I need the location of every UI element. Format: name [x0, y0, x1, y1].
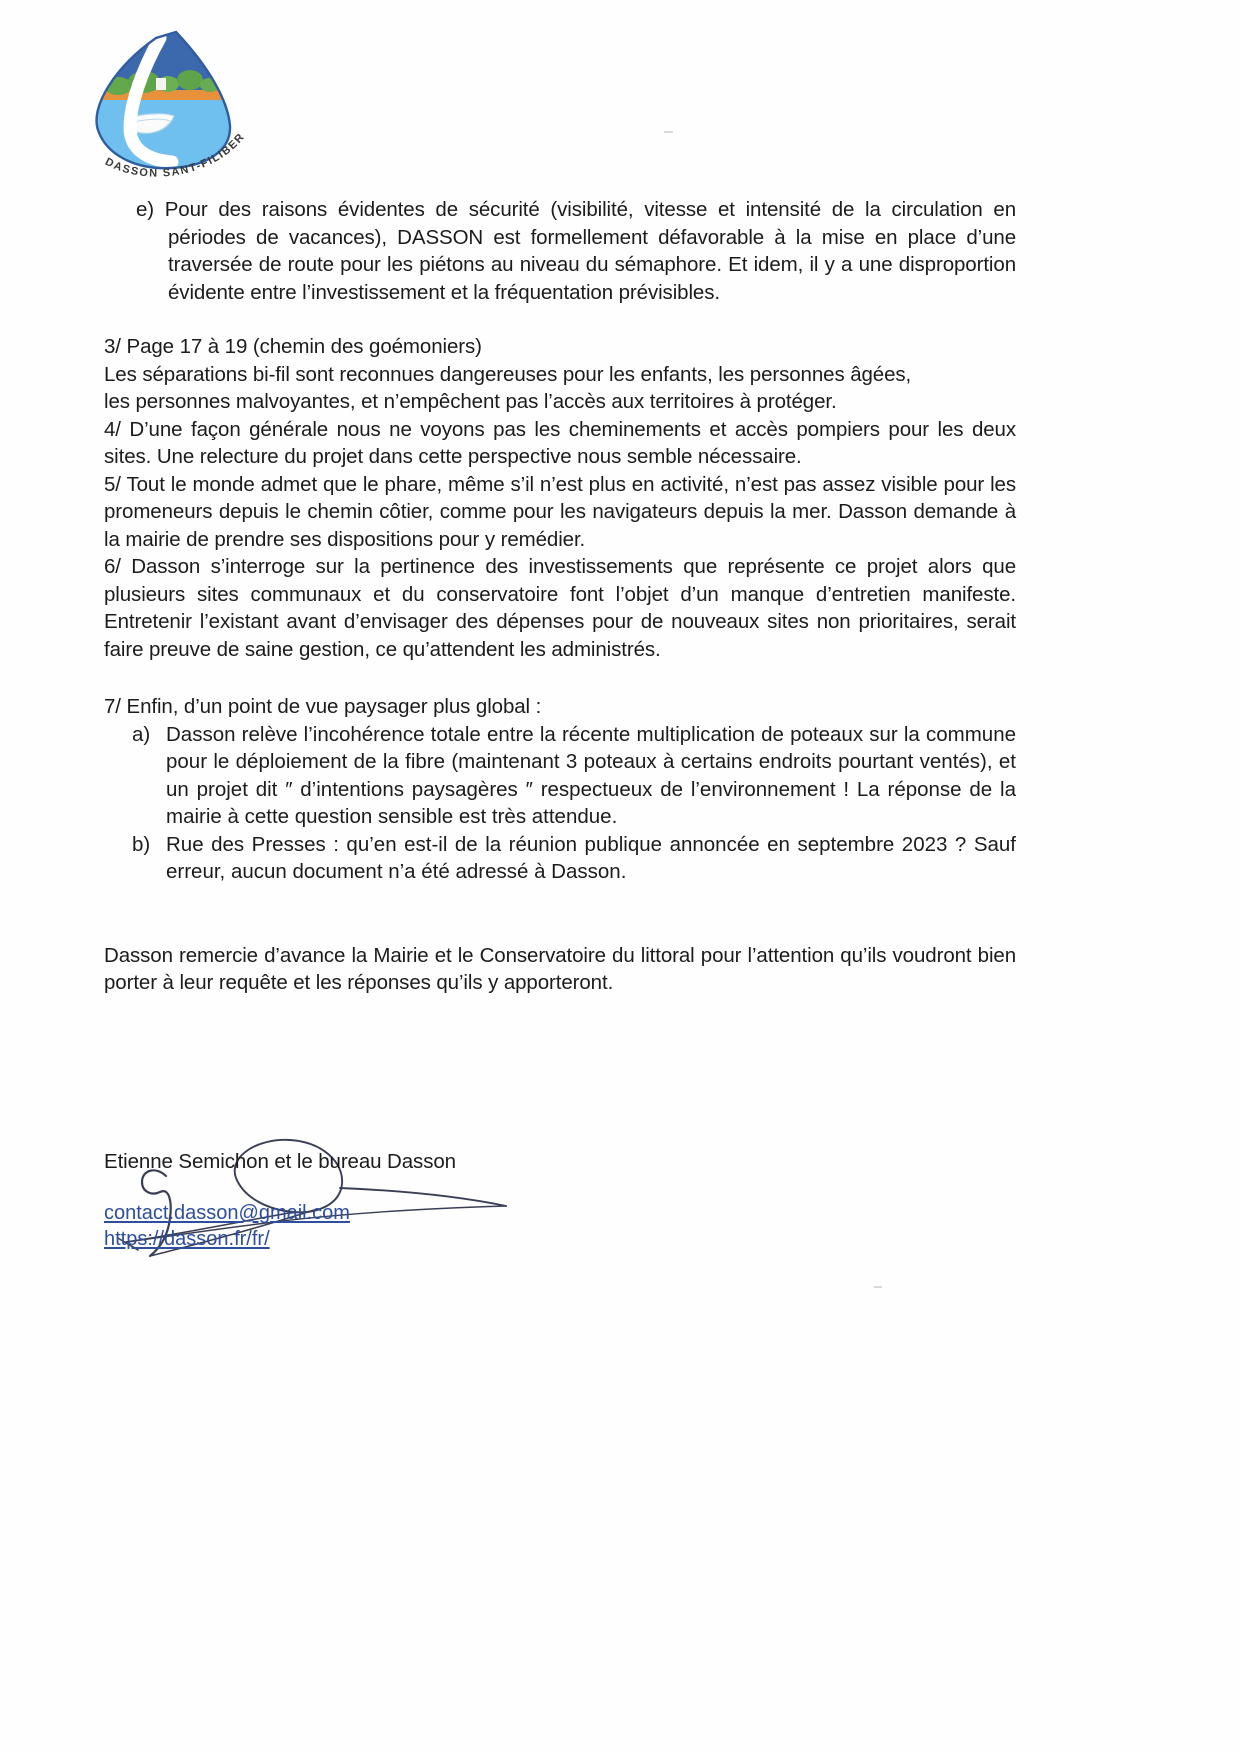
paragraph-item-3-line2: les personnes malvoyantes, et n’empêchent pas l’accès aux territoires à protéger.: [104, 390, 837, 413]
logo-caption: DASSON SANT-FILIBER: [103, 130, 248, 180]
scan-artifact: [874, 1286, 882, 1288]
item-7-sublist: [104, 721, 1016, 886]
paragraph-item-5: 5/ Tout le monde admet que le phare, même s’il n’est plus en activité, n’est pas assez visible pour les promeneurs depuis le chemin côtier, comme pour les navigateurs depuis la mer. Dasson demande à la mairie de prendre ses dispositions pour y remédier.: [104, 472, 1016, 551]
contact-links: [104, 1200, 350, 1252]
paragraph-item-3-line1: Les séparations bi-fil sont reconnues dangereuses pour les enfants, les personnes âgées,: [104, 362, 912, 386]
spacer: [104, 306, 1016, 333]
paragraph-item-7-title: 7/ Enfin, d’un point de vue paysager plus global :: [104, 695, 542, 718]
website-link[interactable]: https://dasson.fr/fr/: [104, 1228, 270, 1250]
paragraph-item-4: 4/ D’une façon générale nous ne voyons pas les cheminements et accès pompiers pour les deux sites. Une relecture du projet dans cette perspective nous semble nécessaire.: [104, 417, 1016, 468]
letter-body: [104, 196, 1016, 997]
scan-artifact: [664, 131, 673, 133]
dasson-saint-filibert-logo: [68, 22, 283, 182]
spacer: [104, 886, 1016, 942]
paragraph-item-e: e) Pour des raisons évidentes de sécurité (visibilité, vitesse et intensité de la circulation en périodes de vacances), DASSON est formellement défavorable à la mise en place d’une traversée de route pour les piétons au niveau du sémaphore. Et idem, il y a une disproportion évidente entre l’investissement et la fréquentation prévisibles.: [136, 198, 1016, 304]
list-item-7b-text: Rue des Presses : qu’en est-il de la réunion publique annoncée en septembre 2023 ? Sauf erreur, aucun document n’a été adressé à Dasson.: [166, 832, 1016, 883]
list-item-7b: [104, 831, 1016, 886]
list-item-7a-text: Dasson relève l’incohérence totale entre la récente multiplication de poteaux sur la commune pour le déploiement de la fibre (maintenant 3 poteaux à certains endroits pourtant ventés), et un projet dit ″ d’intentions paysagères ″ respectueux de l’environnement ! La réponse de la mairie à cette question sensible est très attendue.: [166, 722, 1016, 828]
list-marker-b: b): [132, 832, 151, 856]
logo-artwork: [68, 22, 283, 182]
list-item-7a: [104, 721, 1016, 831]
paragraph-item-3-title: 3/ Page 17 à 19 (chemin des goémoniers): [104, 335, 482, 358]
email-link[interactable]: contact.dasson@gmail.com: [104, 1202, 350, 1224]
signer-name: Etienne Semichon et le bureau Dasson: [104, 1150, 456, 1173]
spacer: [104, 663, 1016, 693]
paragraph-item-6: 6/ Dasson s’interroge sur la pertinence des investissements que représente ce projet alors que plusieurs sites communaux et du conservatoire font l’objet d’un manque d’entretien manifeste. Entretenir l’existant avant d’envisager des dépenses pour de nouveaux sites non prioritaires, serait faire preuve de saine gestion, ce qu’attendent les administrés.: [104, 555, 1016, 661]
list-marker-a: a): [132, 722, 151, 746]
paragraph-closing: Dasson remercie d’avance la Mairie et le Conservatoire du littoral pour l’attention qu’ils voudront bien porter à leur requête et les réponses qu’ils y apporteront.: [104, 943, 1016, 994]
